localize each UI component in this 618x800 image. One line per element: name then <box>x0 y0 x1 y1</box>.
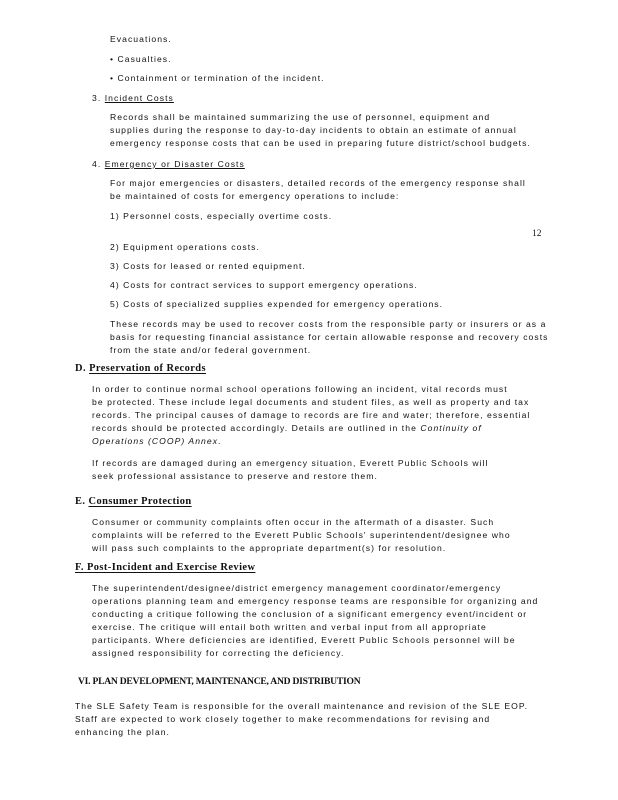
item-4-title: Emergency or Disaster Costs <box>104 159 245 169</box>
item-4-intro: For major emergencies or disasters, detailed records of the emergency response shall be maintained of costs for emergency operations to include: <box>110 178 526 201</box>
section-e-body: Consumer or community complaints often occur in the aftermath of a disaster. Such complaints will be referred to the Everett Public Schools' superintendent/designee who will pass such complaints to the appropriate department(s) for resolution. <box>92 517 511 553</box>
section-d-letter: D. <box>75 363 87 374</box>
cost-item-2: 2) Equipment operations costs. <box>110 242 260 252</box>
cost-item-3: 3) Costs for leased or rented equipment. <box>110 261 306 271</box>
cost-item-1: 1) Personnel costs, especially overtime costs. <box>110 211 333 221</box>
section-e-heading <box>75 496 192 507</box>
section-e-title: Consumer Protection <box>88 496 192 507</box>
section-d-paragraph-2: If records are damaged during an emergency situation, Everett Public Schools will seek professional assistance to preserve and restore them. <box>92 458 489 481</box>
list-item-evacuations: Evacuations. <box>110 34 172 44</box>
section-d-period: . <box>218 435 222 446</box>
item-3-body: Records shall be maintained summarizing the use of personnel, equipment and supplies during the response to day-to-day incidents to obtain an estimate of annual emergency response costs that can be used in preparing future district/school budgets. <box>110 112 531 148</box>
item-4-number: 4. <box>92 159 102 169</box>
item-3-heading <box>92 92 174 105</box>
item-3-number: 3. <box>92 93 102 103</box>
section-f-body: The superintendent/designee/district emergency management coordinator/emergency operations planning team and emergency response teams are responsible for organizing and conducting a critique following the conclusion of a significant emergency event/incident or exercise. The critique will entail both written and verbal input from all appropriate participants. Where deficiencies are identified, Everett Public Schools personnel will be assigned responsibility for correcting the deficiency. <box>92 583 539 658</box>
coop-annex-reference: Continuity of Operations (COOP) Annex <box>92 422 482 446</box>
section-vi-body: The SLE Safety Team is responsible for the overall maintenance and revision of the SLE EOP. Staff are expected to work closely together to make recommendations for revising and enhancing the plan. <box>75 701 529 737</box>
list-item-casualties: • Casualties. <box>110 54 172 64</box>
section-d-paragraph-1 <box>92 383 530 448</box>
section-d-heading <box>75 363 206 374</box>
page-number: 12 <box>532 229 542 239</box>
section-e-letter: E. <box>75 496 86 507</box>
section-f-heading <box>75 562 255 573</box>
section-f-letter: F. <box>75 562 84 573</box>
section-d-title: Preservation of Records <box>89 363 206 374</box>
section-d-text: In order to continue normal school operations following an incident, vital records must be protected. These include legal documents and student files, as well as property and tax records. The principal causes of damage to records are fire and water; therefore, essential records should be protected accordingly. Details are outlined in the <box>92 384 531 433</box>
cost-item-5: 5) Costs of specialized supplies expended for emergency operations. <box>110 299 444 309</box>
cost-item-4: 4) Costs for contract services to support emergency operations. <box>110 280 418 290</box>
list-item-containment: • Containment or termination of the incident. <box>110 73 325 83</box>
section-f-heading-text <box>75 562 255 573</box>
item-3-title: Incident Costs <box>104 93 174 103</box>
item-4-closing: These records may be used to recover costs from the responsible party or insurers or as a basis for requesting financial assistance for certain allowable response and recovery costs from the state and/or federal government. <box>110 319 549 355</box>
section-f-title: Post-Incident and Exercise Review <box>86 562 256 573</box>
section-vi-heading: VI. PLAN DEVELOPMENT, MAINTENANCE, AND DISTRIBUTION <box>78 676 361 687</box>
item-4-heading <box>92 158 245 171</box>
